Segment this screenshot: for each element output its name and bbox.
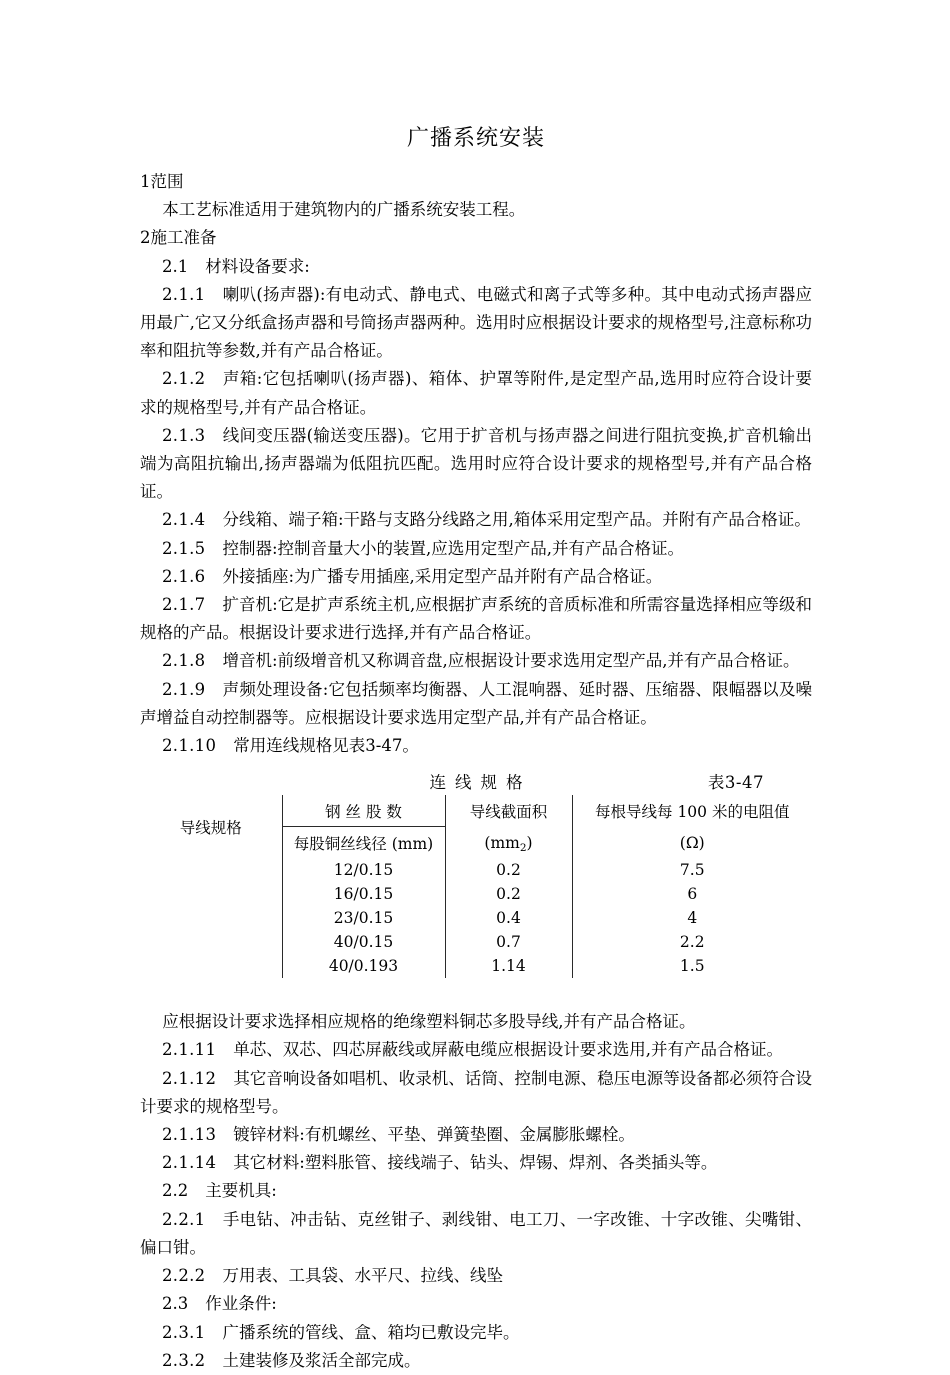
cell-area: 0.4 [445,906,572,930]
cell-resistance: 6 [687,885,698,904]
section-heading-2-2 [140,1177,812,1205]
unit-subscript: 2 [519,841,527,854]
clause-2-1-14 [140,1149,812,1177]
clause-2-1-2 [140,365,812,421]
clause-2-1-4 [140,506,812,534]
cell-area: 0.7 [445,930,572,954]
clause-2-1-1 [140,281,812,366]
clause-text-2-1-2: 声箱:它包括喇叭(扬声器)、箱体、护罩等附件,是定型产品,选用时应符合设计要求的规格型号,并有产品合格证。 [140,369,812,417]
clause-number-2-1-14: 2.1.14 [162,1153,217,1173]
header-gauge-spec: 导线规格 [179,818,242,837]
clause-text-2-2-1: 手电钻、冲击钻、克丝钳子、剥线钳、电工刀、一字改锥、十字改锥、尖嘴钳、偏口钳。 [140,1209,812,1257]
cell-gauge [140,858,282,882]
clause-number-2-1-1: 2.1.1 [162,284,206,304]
section-1-body: 本工艺标准适用于建筑物内的广播系统安装工程。 [162,200,526,220]
table-row [140,882,812,906]
section-label-2-3: 作业条件: [205,1294,277,1314]
clause-text-2-1-12: 其它音响设备如唱机、收录机、话筒、控制电源、稳压电源等设备都必须符合设计要求的规格型号。 [140,1068,812,1116]
unit-prefix: (mm [484,833,520,852]
header-section-area-unit [445,827,572,859]
clause-2-1-6 [140,563,812,591]
clause-2-1-10 [140,732,812,760]
cell-strand: 16/0.15 [282,882,445,906]
cell-strand: 40/0.193 [282,954,445,978]
clause-2-2-2 [140,1262,812,1290]
table-caption: 连线规格 [429,773,532,793]
section-number-2-3: 2.3 [162,1294,189,1314]
header-section-area: 导线截面积 [445,795,572,827]
table-header-row-top [140,795,812,827]
document-content [140,0,812,1375]
clause-text-2-1-13: 镀锌材料:有机螺丝、平垫、弹簧垫圈、金属膨胀螺栓。 [233,1125,635,1145]
clause-2-3-2 [140,1347,812,1375]
clause-number-2-1-11: 2.1.11 [162,1040,217,1060]
cell-strand: 23/0.15 [282,906,445,930]
clause-number-2-2-1: 2.2.1 [162,1209,206,1229]
clause-number-2-1-10: 2.1.10 [162,736,217,756]
cell-strand: 12/0.15 [282,858,445,882]
wire-spec-table [140,795,812,978]
clause-number-2-1-8: 2.1.8 [162,651,206,671]
clause-number-2-1-3: 2.1.3 [162,425,206,445]
clause-text-2-1-5: 控制器:控制音量大小的装置,应选用定型产品,并有产品合格证。 [222,538,685,558]
header-strand-diameter: 每股铜丝线径 (mm) [282,827,445,859]
clause-text-2-1-9: 声频处理设备:它包括频率均衡器、人工混响器、延时器、压缩器、限幅器以及噪声增益自动控制器等。应根据设计要求选用定型产品,并有产品合格证。 [140,679,812,727]
clause-2-1-11 [140,1036,812,1064]
table-number: 表3-47 [707,773,764,793]
clause-text-2-1-11: 单芯、双芯、四芯屏蔽线或屏蔽电缆应根据设计要求选用,并有产品合格证。 [233,1040,784,1060]
clause-number-2-1-7: 2.1.7 [162,595,206,615]
section-label-1: 范围 [150,172,184,191]
spec-table-block [140,769,812,978]
clause-number-2-3-2: 2.3.2 [162,1350,206,1370]
cell-area: 0.2 [445,858,572,882]
post-table-note: 应根据设计要求选择相应规格的绝缘塑料铜芯多股导线,并有产品合格证。 [162,1012,696,1032]
clause-text-2-1-4: 分线箱、端子箱:干路与支路分线路之用,箱体采用定型产品。并附有产品合格证。 [222,510,811,530]
section-label-2-1: 材料设备要求: [205,256,310,276]
clause-text-2-1-8: 增音机:前级增音机又称调音盘,应根据设计要求选用定型产品,并有产品合格证。 [222,651,800,671]
cell-resistance: 1.5 [679,957,705,976]
clause-text-2-1-10: 常用连线规格见表3-47。 [233,736,419,756]
clause-number-2-1-13: 2.1.13 [162,1125,217,1145]
cell-gauge [140,954,282,978]
cell-gauge [140,906,282,930]
clause-number-2-3-1: 2.3.1 [162,1322,206,1342]
cell-gauge [140,882,282,906]
section-number-1: 1 [140,172,151,191]
table-row [140,930,812,954]
section-heading-2 [140,224,812,252]
clause-number-2-2-2: 2.2.2 [162,1266,206,1286]
section-number-2: 2 [140,228,151,248]
clause-number-2-1-5: 2.1.5 [162,538,206,558]
clause-number-2-1-9: 2.1.9 [162,679,206,699]
clause-2-3-1 [140,1319,812,1347]
section-heading-2-1 [140,253,812,281]
cell-resistance: 4 [687,909,698,928]
section-label-2-2: 主要机具: [205,1181,277,1201]
clause-2-1-5 [140,535,812,563]
clause-text-2-1-1: 喇叭(扬声器):有电动式、静电式、电磁式和离子式等多种。其中电动式扬声器应用最广,它又分纸盒扬声器和号筒扬声器两种。选用时应根据设计要求的规格型号,注意标称功率和阻抗等参数,并有产品合格证。 [140,284,812,361]
page-title: 广播系统安装 [406,126,545,151]
table-row [140,954,812,978]
clause-2-1-8 [140,647,812,675]
table-row [140,858,812,882]
cell-area: 0.2 [445,882,572,906]
clause-number-2-1-6: 2.1.6 [162,566,206,586]
clause-2-2-1 [140,1206,812,1262]
clause-number-2-1-2: 2.1.2 [162,369,206,389]
clause-text-2-3-2: 土建装修及浆活全部完成。 [222,1350,421,1370]
header-resistance: 每根导线每 100 米的电阻值 [595,803,790,822]
section-number-2-1: 2.1 [162,256,189,276]
unit-suffix: ) [526,833,533,852]
table-caption-row [140,769,812,795]
clause-text-2-3-1: 广播系统的管线、盒、箱均已敷设完毕。 [222,1322,520,1342]
clause-number-2-1-4: 2.1.4 [162,510,206,530]
clause-2-1-12 [140,1065,812,1121]
clause-text-2-1-6: 外接插座:为广播专用插座,采用定型产品并附有产品合格证。 [222,566,663,586]
table-bottom-spacer [140,978,812,1008]
clause-number-2-1-12: 2.1.12 [162,1068,217,1088]
section-label-2: 施工准备 [150,228,217,248]
clause-2-1-13 [140,1121,812,1149]
clause-text-2-2-2: 万用表、工具袋、水平尺、拉线、线坠 [222,1266,503,1286]
clause-text-2-1-7: 扩音机:它是扩声系统主机,应根据扩声系统的音质标准和所需容量选择相应等级和规格的产品。根据设计要求进行选择,并有产品合格证。 [140,595,812,643]
cell-resistance: 7.5 [679,861,705,880]
title-spacer [140,150,812,168]
clause-text-2-1-3: 线间变压器(输送变压器)。它用于扩音机与扬声器之间进行阻抗变换,扩音机输出端为高阻抗输出,扬声器端为低阻抗匹配。选用时应符合设计要求的规格型号,并有产品合格证。 [140,425,812,502]
section-number-2-2: 2.2 [162,1181,189,1201]
header-strand-count: 钢 丝 股 数 [282,795,445,827]
section-heading-1 [140,168,812,196]
table-row [140,906,812,930]
clause-2-1-9 [140,676,812,732]
header-resistance-unit: (Ω) [679,833,705,852]
clause-2-1-7 [140,591,812,647]
clause-text-2-1-14: 其它材料:塑料胀管、接线端子、钻头、焊锡、焊剂、各类插头等。 [233,1153,718,1173]
cell-gauge [140,930,282,954]
cell-area: 1.14 [445,954,572,978]
clause-2-1-3 [140,422,812,507]
section-heading-2-3 [140,1290,812,1318]
cell-strand: 40/0.15 [282,930,445,954]
cell-resistance: 2.2 [679,933,705,952]
